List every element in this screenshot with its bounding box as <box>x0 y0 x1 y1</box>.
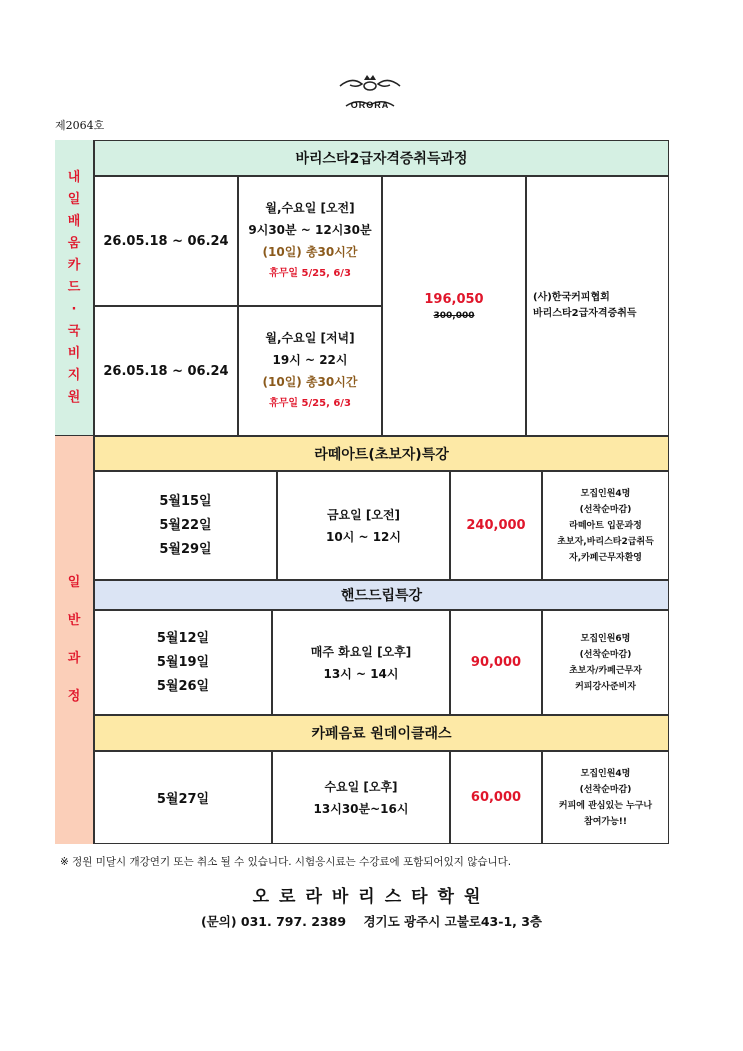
barista-row1-time: 9시30분 ~ 12시30분 <box>248 223 372 237</box>
funded-char: 카 <box>67 257 81 273</box>
handdrip-date-1: 5월12일 <box>156 630 210 646</box>
barista-row2-time: 19시 ~ 22시 <box>272 353 348 367</box>
latte-title-text: 라떼아트(초보자)특강 <box>314 446 449 463</box>
oneday-note-4: 참여가능!! <box>584 816 627 827</box>
handdrip-title-text: 핸드드립특강 <box>340 588 423 604</box>
handdrip-notes <box>542 610 669 715</box>
funded-char: 비 <box>67 345 81 361</box>
document-number: 제2064호 <box>55 119 105 132</box>
latte-title <box>94 436 669 471</box>
latte-price <box>450 471 542 580</box>
handdrip-title <box>94 580 669 610</box>
barista-row1-days: 월,수요일 [오전] <box>265 201 355 215</box>
contact-info: (문의) 031. 797. 2389 경기도 광주시 고불로43-1, 3층 <box>200 914 543 929</box>
oneday-price-text: 60,000 <box>470 790 522 805</box>
barista-row1-schedule <box>238 176 382 306</box>
oneday-notes <box>542 751 669 844</box>
handdrip-time: 13시 ~ 14시 <box>323 666 399 681</box>
latte-date-1: 5월15일 <box>159 493 212 509</box>
barista-row1-total: (10일) 총30시간 <box>262 245 358 259</box>
handdrip-date-3: 5월26일 <box>156 678 210 694</box>
latte-notes <box>542 471 669 580</box>
oneday-price <box>450 751 542 844</box>
latte-note-4: 초보자,바리스타2급취득 <box>557 536 654 547</box>
funded-char: 국 <box>67 323 81 339</box>
barista-price <box>382 176 526 436</box>
side-label-funded <box>55 140 94 436</box>
funded-char: 원 <box>67 389 81 405</box>
barista-cert <box>526 176 669 436</box>
logo-brand: ORORA <box>350 100 390 110</box>
logo <box>330 72 410 122</box>
oneday-dates <box>94 751 272 844</box>
side-label-general-text <box>68 564 81 716</box>
latte-date-3: 5월29일 <box>159 541 212 557</box>
handdrip-price <box>450 610 542 715</box>
oneday-time: 13시30분~16시 <box>313 801 409 816</box>
oneday-schedule <box>272 751 450 844</box>
latte-dates <box>94 471 277 580</box>
handdrip-note-1: 모집인원6명 <box>580 633 631 644</box>
funded-char: 지 <box>67 367 81 383</box>
barista-row2-schedule <box>238 306 382 436</box>
oneday-days: 수요일 [오후] <box>324 779 398 794</box>
latte-note-3: 라떼아트 입문과정 <box>569 520 642 531</box>
footnote: ※ 정원 미달시 개강연기 또는 취소 될 수 있습니다. 시험응시료는 수강료에 포함되어있지 않습니다. <box>60 856 512 868</box>
barista-price-text: 196,050 <box>424 291 484 307</box>
barista-row2-dates-text: 26.05.18 ~ 06.24 <box>103 363 229 379</box>
handdrip-note-4: 커피강사준비자 <box>575 681 636 692</box>
oneday-date-1: 5월27일 <box>156 792 210 807</box>
handdrip-dates <box>94 610 272 715</box>
barista-row2-dates <box>94 306 238 436</box>
latte-date-2: 5월22일 <box>159 517 212 533</box>
barista-title-text: 바리스타2급자격증취득과정 <box>295 151 468 167</box>
funded-char: · <box>71 301 77 317</box>
barista-original-price: 300,000 <box>433 310 475 321</box>
funded-char: 배 <box>67 213 81 229</box>
latte-price-text: 240,000 <box>466 518 526 533</box>
handdrip-schedule <box>272 610 450 715</box>
barista-cert-line1: (사)한국커피협회 <box>533 292 610 303</box>
funded-char: 드 <box>67 279 81 295</box>
barista-cert-line2: 바리스타2급자격증취득 <box>533 308 637 319</box>
funded-char: 내 <box>67 169 81 185</box>
general-char: 반 <box>67 613 81 628</box>
funded-char: 일 <box>67 191 81 207</box>
oneday-note-2: (선착순마감) <box>579 784 632 795</box>
barista-row1-holiday: 휴무일 5/25, 6/3 <box>269 268 351 279</box>
general-char: 일 <box>67 575 81 590</box>
barista-row2-days: 월,수요일 [저녁] <box>265 331 355 345</box>
handdrip-date-2: 5월19일 <box>156 654 210 670</box>
latte-time: 10시 ~ 12시 <box>326 529 401 544</box>
barista-row1-dates-text: 26.05.18 ~ 06.24 <box>103 233 229 249</box>
general-char: 과 <box>67 651 81 666</box>
school-name: 오로라바리스타학원 <box>252 887 491 907</box>
handdrip-note-2: (선착순마감) <box>579 649 632 660</box>
barista-row1-dates <box>94 176 238 306</box>
oneday-title <box>94 715 669 751</box>
barista-title <box>94 140 669 176</box>
latte-note-1: 모집인원4명 <box>580 488 631 499</box>
latte-note-2: (선착순마감) <box>579 504 632 515</box>
side-label-funded-text <box>68 167 81 409</box>
latte-note-5: 자,카페근무자환영 <box>569 552 642 563</box>
handdrip-days: 매주 화요일 [오후] <box>310 644 412 659</box>
latte-schedule <box>277 471 450 580</box>
oneday-note-3: 커피에 관심있는 누구나 <box>558 800 653 811</box>
latte-days: 금요일 [오전] <box>326 507 401 522</box>
barista-row2-total: (10일) 총30시간 <box>262 375 358 389</box>
barista-row2-holiday: 휴무일 5/25, 6/3 <box>269 398 351 409</box>
oneday-note-1: 모집인원4명 <box>580 768 631 779</box>
general-char: 정 <box>67 689 81 704</box>
side-label-general <box>55 436 94 844</box>
handdrip-price-text: 90,000 <box>470 655 522 670</box>
oneday-title-text: 카페음료 원데이클래스 <box>311 726 452 742</box>
funded-char: 움 <box>67 235 81 251</box>
handdrip-note-3: 초보자/카페근무자 <box>569 665 642 676</box>
